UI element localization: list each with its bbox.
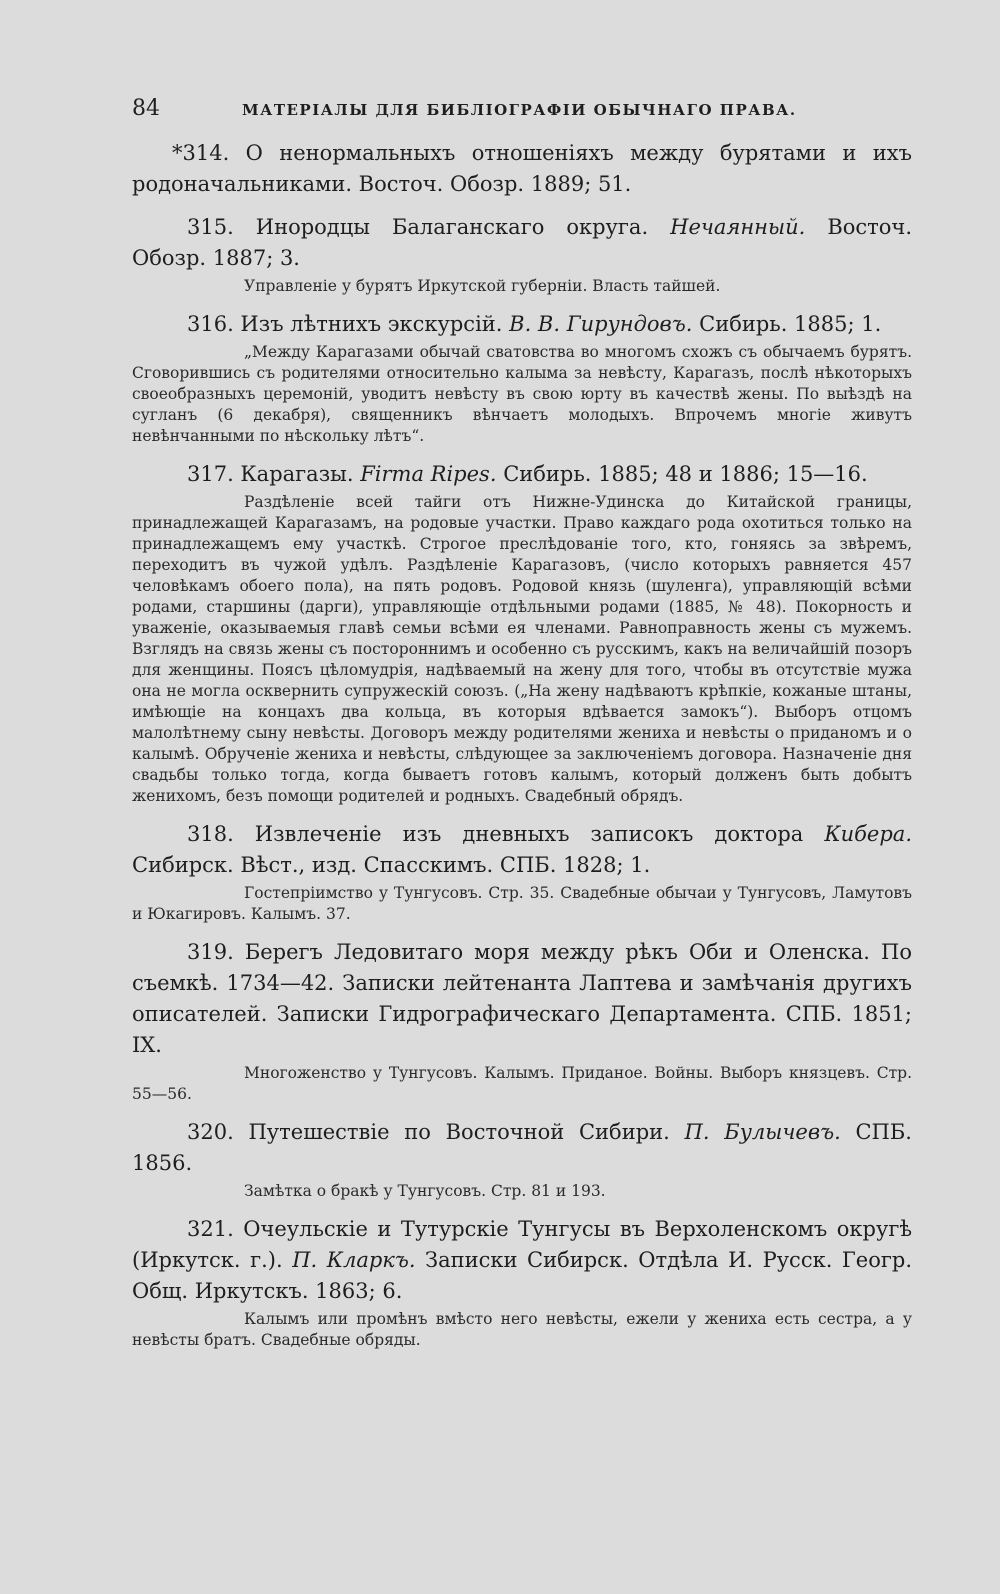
citation-title: 316. Изъ лѣтнихъ экскурсій.: [187, 312, 510, 336]
annotation: Гостепріимство у Тунгусовъ. Стр. 35. Свадебные обычаи у Тунгусовъ, Ламутовъ и Юкагировъ. Калымъ. 37.: [132, 884, 912, 923]
annotation: Замѣтка о бракѣ у Тунгусовъ. Стр. 81 и 193.: [244, 1182, 606, 1200]
citation-source: СПБ. 1856.: [132, 1120, 912, 1175]
entry-315: [132, 212, 912, 297]
entry-320: [132, 1117, 912, 1202]
citation-source: Восточ. Обозр. 1887; 3.: [132, 215, 912, 270]
page-number: 84: [132, 96, 160, 121]
bibliography-list: [132, 138, 912, 1363]
citation-source: Сибирск. Вѣст., изд. Спасскимъ. СПБ. 1828; 1.: [132, 853, 651, 877]
entry-317: [132, 459, 912, 807]
citation: [132, 1117, 912, 1179]
citation-title: 315. Инородцы Балаганскаго округа.: [187, 215, 671, 239]
entry-319: [132, 937, 912, 1105]
annotation: Калымъ или промѣнъ вмѣсто него невѣсты, ежели у жениха есть сестра, а у невѣсты братъ. Свадебные обряды.: [132, 1310, 912, 1349]
entry-321: [132, 1214, 912, 1351]
citation-source: Сибирь. 1885; 1.: [692, 312, 882, 336]
entry-316: [132, 309, 912, 447]
entry-314: [132, 138, 912, 200]
citation-author: Нечаянный.: [670, 215, 806, 239]
citation: 319. Берегъ Ледовитаго моря между рѣкъ Оби и Оленска. По съемкѣ. 1734—42. Записки лейтенанта Лаптева и замѣчанія другихъ описателей. Записки Гидрографическаго Департамента. СПБ. 1851; IX.: [132, 940, 912, 1057]
entry-318: [132, 819, 912, 925]
annotation: Управленіе у бурятъ Иркутской губерніи. Власть тайшей.: [244, 277, 721, 295]
citation: [132, 819, 912, 881]
citation-author: В. В. Гирундовъ.: [509, 312, 693, 336]
citation-source: Сибирь. 1885; 48 и 1886; 15—16.: [496, 462, 868, 486]
citation-title: 317. Карагазы.: [187, 462, 361, 486]
page-header: [132, 96, 912, 121]
citation: [132, 459, 912, 490]
annotation: Раздѣленіе всей тайги отъ Нижне-Удинска до Китайской границы, принадлежащей Карагазамъ, на родовые участки. Право каждаго рода охотиться только на принадлежащемъ ему участкѣ. Строгое преслѣдованіе того, кто, гоняясь за звѣремъ, переходитъ въ чужой удѣлъ. Раздѣленіе Карагазовъ, (число которыхъ равняется 457 человѣкамъ обоего пола), на пять родовъ. Родовой князь (шуленга), управляющій всѣми родами, старшины (дарги), управляющіе отдѣльными родами (1885, № 48). Покорность и уваженіе, оказываемыя главѣ семьи всѣми ея членами. Равноправность жены съ мужемъ. Взглядъ на связь жены съ постороннимъ и особенно съ русскимъ, какъ на величайшій позоръ для женщины. Поясъ цѣломудрія, надѣваемый на жену для того, чтобы въ отсутствіе мужа она не могла осквернить супружескій союзъ. („На жену надѣваютъ крѣпкіе, кожаные штаны, имѣющіе на концахъ два кольца, въ которыя вдѣвается замокъ“). Выборъ отцомъ малолѣтнему сыну невѣсты. Договоръ между родителями жениха и невѣсты о приданомъ и о калымѣ. Обрученіе жениха и невѣсты, слѣдующее за заключеніемъ договора. Назначеніе дня свадьбы только тогда, когда бываетъ готовъ калымъ, который долженъ быть добытъ женихомъ, безъ помощи родителей и родныхъ. Свадебный обрядъ.: [132, 493, 912, 805]
citation: [132, 309, 912, 340]
citation-source: Записки Сибирск. Отдѣла И. Русск. Геогр. Общ. Иркутскъ. 1863; 6.: [132, 1248, 912, 1303]
citation-author: Кибера.: [824, 822, 912, 846]
annotation: Многоженство у Тунгусовъ. Калымъ. Приданое. Войны. Выборъ князцевъ. Стр. 55—56.: [132, 1064, 912, 1103]
citation-title: 321. Очеульскіе и Тутурскіе Тунгусы въ Верхоленскомъ округѣ (Иркутск. г.).: [132, 1217, 912, 1272]
citation-author: П. Кларкъ.: [292, 1248, 416, 1272]
citation-author: Firma Ripes.: [360, 462, 497, 486]
citation: [132, 1214, 912, 1307]
running-title: МАТЕРІАЛЫ ДЛЯ БИБЛІОГРАФІИ ОБЫЧНАГО ПРАВА.: [242, 101, 797, 119]
citation: [132, 212, 912, 274]
annotation: „Между Карагазами обычай сватовства во многомъ схожъ съ обычаемъ бурятъ. Сговорившись съ родителями относительно калыма за невѣсту, Карагазъ, послѣ нѣкоторыхъ своеобразныхъ церемоній, уводитъ невѣсту въ свою юрту въ качествѣ жены. По выѣздѣ на сугланъ (6 декабря), священникъ вѣнчаетъ молодыхъ. Впрочемъ многіе живутъ невѣнчанными по нѣскольку лѣтъ“.: [132, 343, 912, 445]
citation: *314. О ненормальныхъ отношеніяхъ между бурятами и ихъ родоначальниками. Восточ. Обозр. 1889; 51.: [132, 141, 912, 196]
citation-author: П. Булычевъ.: [684, 1120, 841, 1144]
citation-title: 318. Извлеченіе изъ дневныхъ записокъ доктора: [187, 822, 825, 846]
citation-title: 320. Путешествіе по Восточной Сибири.: [187, 1120, 685, 1144]
